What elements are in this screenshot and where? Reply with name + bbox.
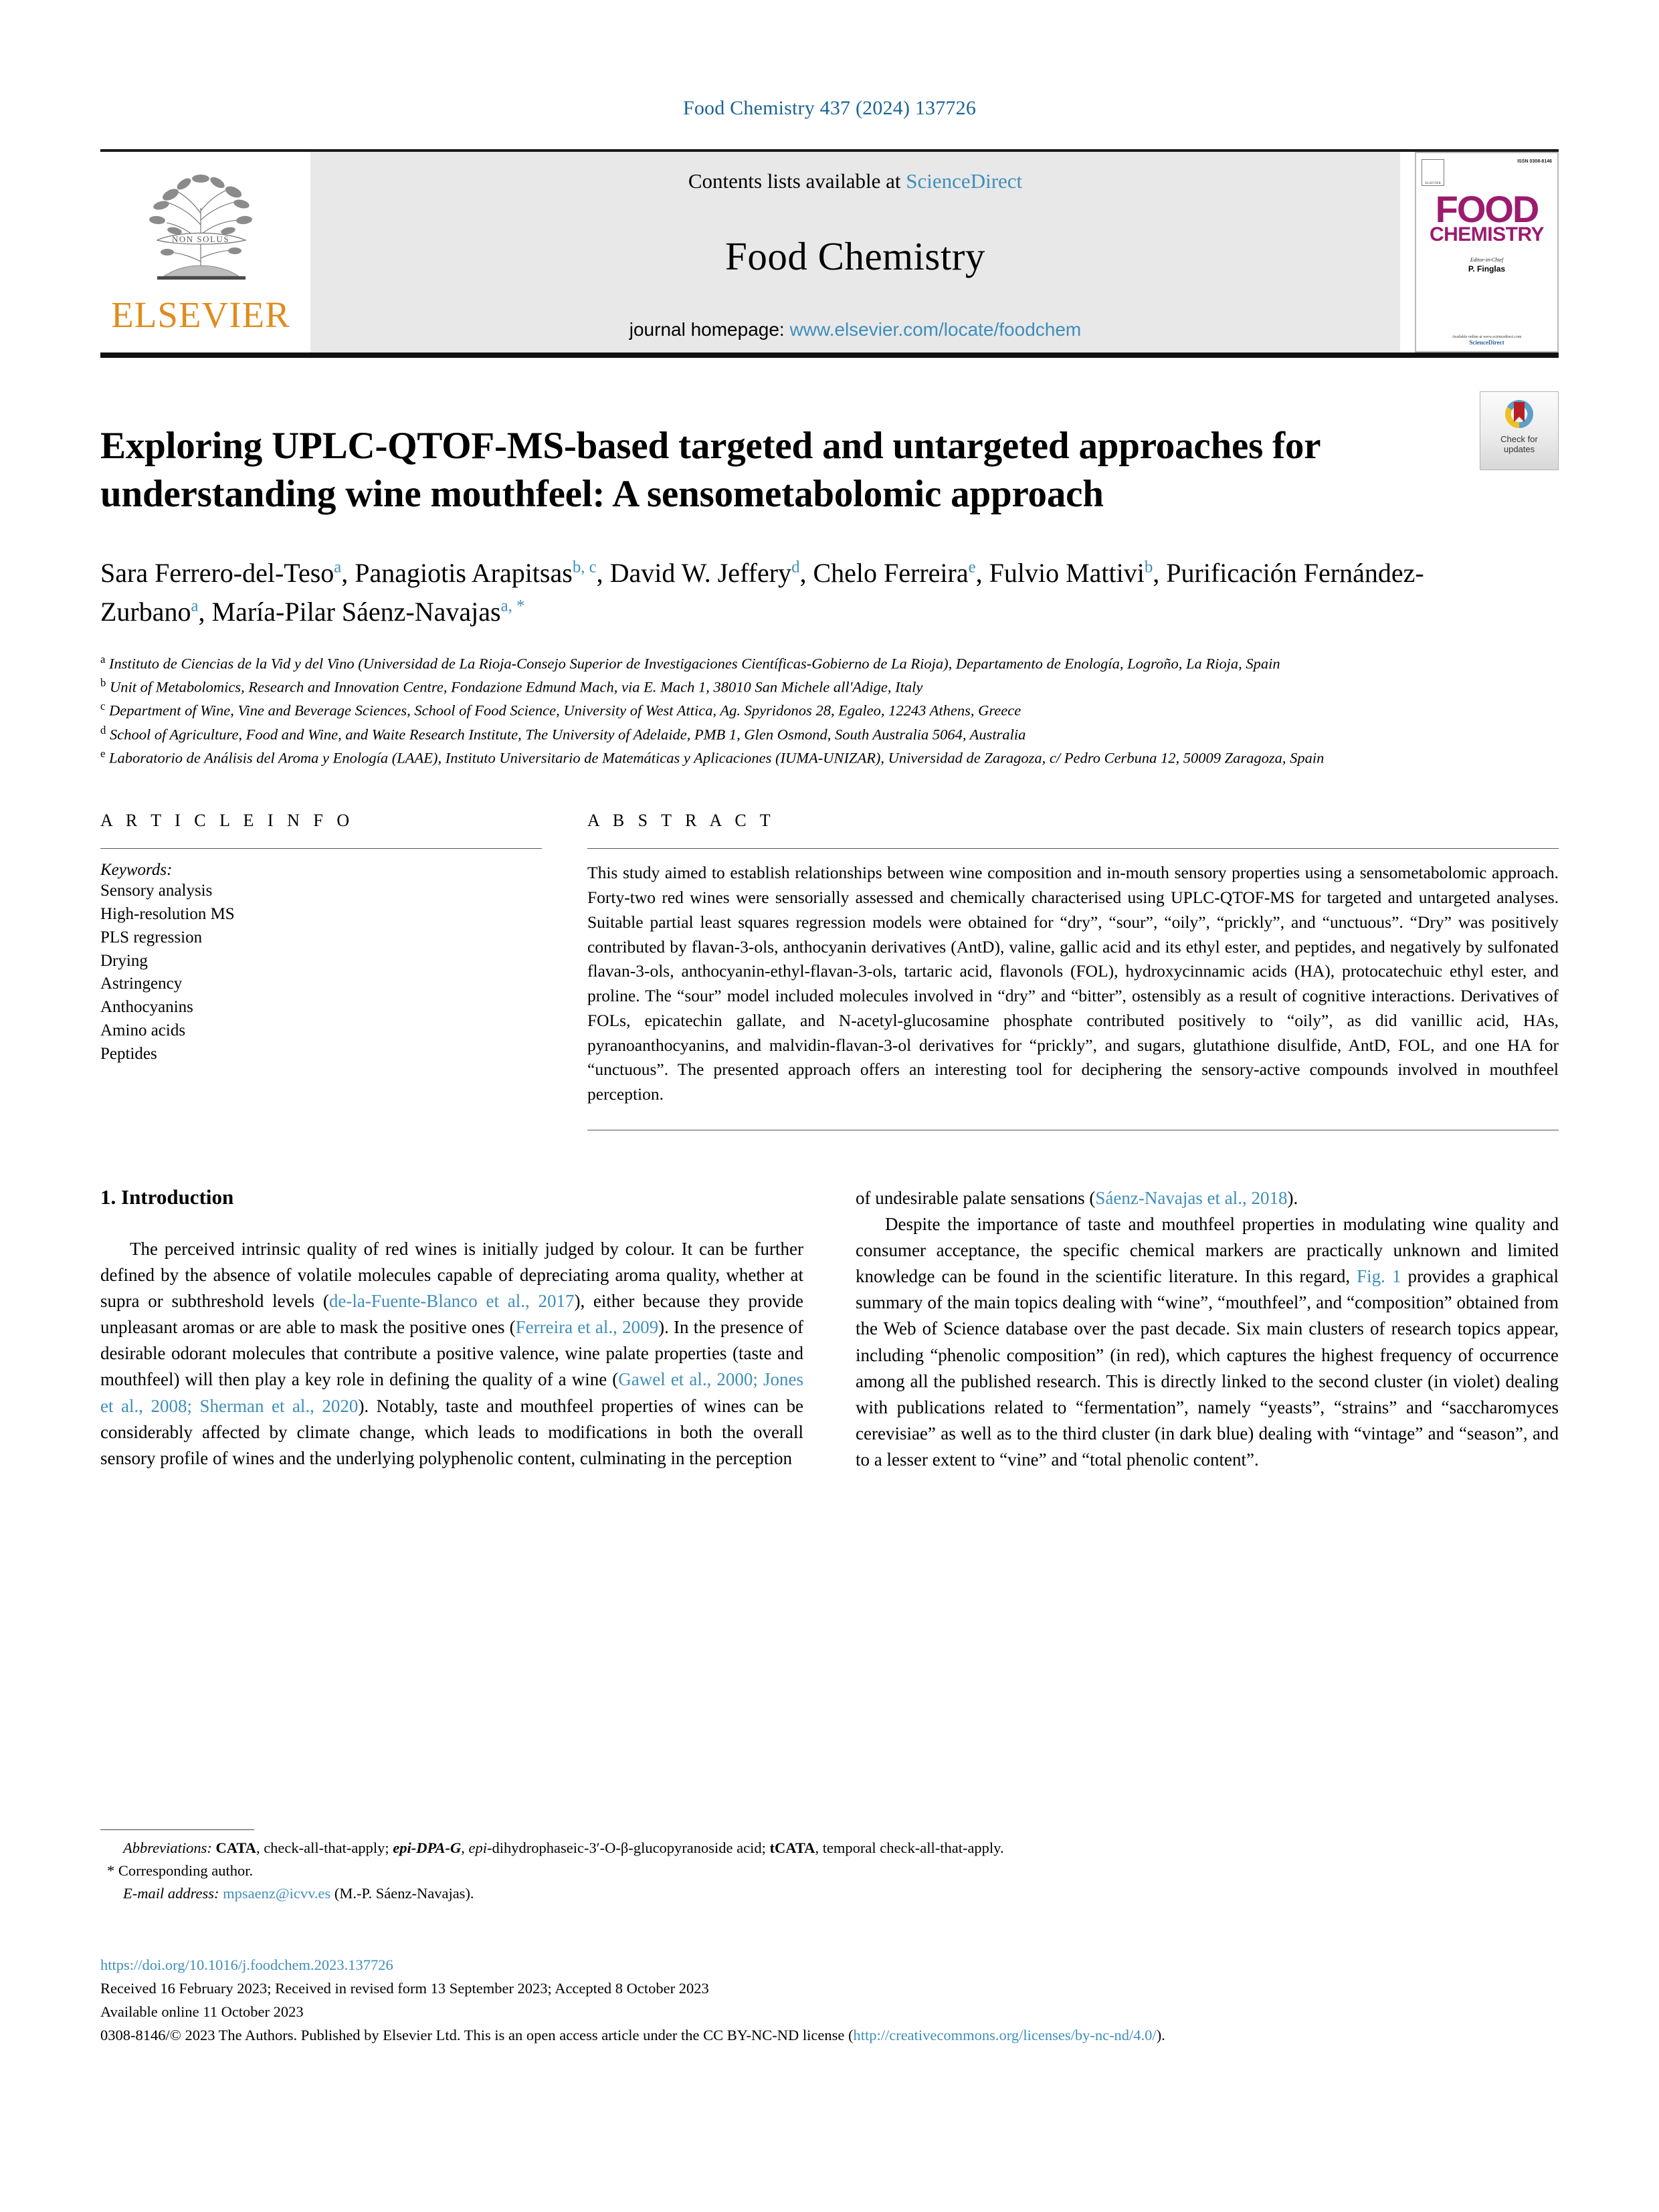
- cover-elsevier-label: ELSEVIER: [1425, 182, 1441, 185]
- copyright-text-b: ).: [1156, 2027, 1165, 2044]
- page-title: Exploring UPLC-QTOF-MS-based targeted and untargeted approaches for understanding wine mouthfeel: A sensometabolomic approach: [100, 425, 1321, 516]
- cover-available-line: Available online at www.sciencedirect.com: [1452, 335, 1522, 339]
- abbreviations-label: Abbreviations:: [123, 1839, 212, 1856]
- affiliation-item: [100, 675, 1559, 698]
- intro-text-c: ). In the presence of desirable odorant molecules that contribute a positive valence, wine palate properties (taste and mouthfeel) will then play a key role in defining the quality of a wine (: [100, 1317, 803, 1390]
- cover-top-row: [1422, 159, 1552, 186]
- author-name: Sara Ferrero-del-Teso: [100, 557, 334, 588]
- keyword-item: Drying: [100, 951, 148, 970]
- footnote-rule: [100, 1829, 254, 1830]
- body-column-left: [100, 1185, 803, 1474]
- abbrev-cata: CATA: [215, 1839, 256, 1856]
- author-name: Fulvio Mattivi: [989, 557, 1145, 588]
- keyword-item: Amino acids: [100, 1021, 186, 1039]
- author-affil-mark[interactable]: d: [791, 558, 800, 577]
- sciencedirect-link[interactable]: ScienceDirect: [906, 169, 1023, 193]
- cover-title-chemistry: CHEMISTRY: [1429, 223, 1545, 245]
- masthead-bottom-rule: [100, 353, 1559, 358]
- masthead-center-panel: [310, 152, 1400, 353]
- copyright-text-a: 0308-8146/© 2023 The Authors. Published by Elsevier Ltd. This is an open access article under the CC BY-NC-ND license (: [100, 2027, 854, 2044]
- keyword-item: Peptides: [100, 1044, 157, 1063]
- asterisk-icon: *: [107, 1862, 115, 1880]
- abbrev-tcata: tCATA: [769, 1839, 815, 1856]
- doi-line: [100, 1953, 1559, 1977]
- abbrev-tcata-def: , temporal check-all-that-apply.: [815, 1839, 1004, 1856]
- elsevier-logo: [100, 152, 301, 353]
- keyword-item: Astringency: [100, 975, 183, 993]
- affiliation-text: Unit of Metabolomics, Research and Innovation Centre, Fondazione Edmund Mach, via E. Mach 1, 38010 San Michele all'Adige, Italy: [109, 678, 923, 696]
- crossmark-label: [1500, 435, 1538, 454]
- author-item: [813, 558, 989, 588]
- affiliation-text: Instituto de Ciencias de la Vid y del Vino (Universidad de La Rioja-Consejo Superior de Investigaciones Científicas-Gobierno de La Rioja), Departamento de Enología, Logroño, La Rioja, Spain: [109, 655, 1280, 672]
- author-sep: ,: [799, 557, 813, 588]
- author-name: Panagiotis Arapitsas: [355, 557, 573, 588]
- affiliation-mark: b: [100, 676, 106, 690]
- email-label: E-mail address:: [123, 1885, 219, 1902]
- received-line: Received 16 February 2023; Received in revised form 13 September 2023; Accepted 8 October 2023: [100, 1980, 709, 1997]
- keywords-list: [100, 880, 542, 1066]
- keyword-item: High-resolution MS: [100, 905, 235, 924]
- affiliation-item: [100, 698, 1559, 722]
- affiliation-item: [100, 722, 1559, 746]
- author-affil-mark[interactable]: b, c: [572, 558, 597, 577]
- title-block: [100, 422, 1559, 769]
- author-name: David W. Jeffery: [609, 557, 792, 588]
- intro-text-d: ). Notably, taste and mouthfeel properties of wines can be considerably affected by climate change, which leads to modifications in both the overall sensory profile of wines and the underlying polyphenolic content, culminating in the perception: [100, 1395, 803, 1468]
- body-column-right: [856, 1185, 1559, 1474]
- affiliation-text: Laboratorio de Análisis del Aroma y Enología (LAAE), Instituto Universitario de Matemáticas y Aplicaciones (IUMA-UNIZAR), Universidad de Zaragoza, c/ Pedro Cerbuna 12, 50009 Zaragoza, Spain: [109, 749, 1325, 767]
- keywords-label: Keywords:: [100, 861, 173, 880]
- license-link[interactable]: http://creativecommons.org/licenses/by-nc-nd/4.0/: [853, 2027, 1157, 2044]
- article-info-abstract-section: [100, 811, 1559, 1130]
- author-name: Chelo Ferreira: [813, 557, 969, 588]
- keyword-item: Anthocyanins: [100, 998, 193, 1017]
- author-affil-mark[interactable]: a, *: [500, 597, 525, 615]
- body-columns: [100, 1185, 1559, 1474]
- cover-sciencedirect-label: ScienceDirect: [1469, 339, 1504, 346]
- author-item: [355, 558, 609, 588]
- affiliation-mark: a: [100, 652, 106, 666]
- author-affil-mark[interactable]: a: [334, 558, 342, 577]
- affiliation-mark: c: [100, 700, 106, 713]
- cover-issn: ISSN 0308-8146: [1517, 159, 1552, 164]
- journal-homepage-line: [629, 319, 1081, 340]
- article-info-heading: A R T I C L E I N F O: [100, 811, 355, 831]
- section-number: 1.: [100, 1185, 116, 1209]
- cover-editor-name: P. Finglas: [1468, 264, 1506, 274]
- copyright-line: [100, 2023, 1559, 2047]
- corresponding-author-footnote: [100, 1859, 1559, 1882]
- author-affil-mark[interactable]: e: [968, 558, 976, 577]
- intro-text-b: ), either because they provide unpleasant aromas or are able to mask the positive ones (: [100, 1290, 803, 1338]
- author-sep: ,: [341, 557, 355, 588]
- citation-link[interactable]: Sáenz-Navajas et al., 2018: [1095, 1187, 1288, 1208]
- journal-homepage-link[interactable]: www.elsevier.com/locate/foodchem: [789, 319, 1082, 340]
- section-heading-introduction: [100, 1185, 803, 1209]
- article-info-column: [100, 811, 542, 1130]
- citation-link[interactable]: Gawel et al., 2000; Jones et al., 2008; Sherman et al., 2020: [100, 1369, 804, 1416]
- intro-paragraph-2: [856, 1211, 1559, 1473]
- affiliation-text: School of Agriculture, Food and Wine, and Waite Research Institute, The University of Adelaide, PMB 1, Glen Osmond, South Australia 5064, Australia: [109, 726, 1026, 743]
- crossmark-line2: updates: [1503, 443, 1535, 454]
- affiliation-mark: e: [100, 747, 106, 761]
- abbrev-epi: epi-DPA-G: [393, 1839, 462, 1856]
- keyword-item: PLS regression: [100, 928, 203, 946]
- citation-link[interactable]: Ferreira et al., 2009: [515, 1317, 659, 1338]
- affiliation-item: [100, 651, 1559, 675]
- available-online-line: Available online 11 October 2023: [100, 2003, 304, 2021]
- author-list: [100, 554, 1452, 631]
- journal-title: Food Chemistry: [725, 233, 985, 278]
- figure-link[interactable]: Fig. 1: [1357, 1266, 1401, 1287]
- contents-available-line: [688, 169, 1022, 193]
- crossmark-check-for-updates-badge[interactable]: [1480, 391, 1559, 470]
- doi-link[interactable]: https://doi.org/10.1016/j.foodchem.2023.137726: [100, 1956, 393, 1973]
- affiliation-mark: d: [100, 723, 106, 736]
- journal-cover-thumbnail: [1415, 152, 1559, 353]
- elsevier-tree-icon: [137, 161, 264, 295]
- intro-paragraph-1: [100, 1236, 803, 1472]
- intro-right-text-b: ).: [1287, 1187, 1298, 1208]
- crossmark-line1: Check for: [1500, 434, 1538, 444]
- author-item: [989, 558, 1167, 588]
- abstract-column: [587, 811, 1559, 1130]
- footer-block: [100, 1953, 1559, 2047]
- author-affil-mark[interactable]: b: [1144, 558, 1153, 577]
- section-title: Introduction: [121, 1185, 234, 1209]
- abbreviations-footnote: Abbreviations: CATA, check-all-that-apply; epi-DPA-G, epi-dihydrophaseic-3′-O-β-glucopyranoside acid; tCATA, temporal check-all-that-apply.: [123, 1839, 1004, 1856]
- author-sep: ,: [1153, 557, 1167, 588]
- author-sep: ,: [596, 557, 610, 588]
- abstract-rule-top: [587, 848, 1559, 849]
- intro-text-a: The perceived intrinsic quality of red wines is initially judged by colour. It can be further defined by the absence of volatile molecules capable of depreciating aroma quality, whether at supra or subthreshold levels (: [100, 1238, 803, 1311]
- running-head: Food Chemistry 437 (2024) 137726: [682, 97, 977, 119]
- abbrev-epi-def: -dihydrophaseic-3′-O-β-glucopyranoside acid;: [487, 1839, 770, 1856]
- crossmark-icon: [1499, 397, 1539, 432]
- author-name: María-Pilar Sáenz-Navajas: [211, 596, 501, 627]
- abbrev-cata-def: , check-all-that-apply;: [256, 1839, 393, 1856]
- journal-masthead: [100, 149, 1559, 353]
- author-name: Purificación Fernández-Zurbano: [100, 557, 1424, 627]
- affiliation-text: Department of Wine, Vine and Beverage Sciences, School of Food Science, University of West Attica, Ag. Spyridonos 28, Egaleo, 12243 Athens, Greece: [109, 702, 1021, 719]
- intro-right-text-d: provides a graphical summary of the main topics dealing with “wine”, “mouthfeel”, and “composition” obtained from the Web of Science database over the past decade. Six main clusters of research topics appear, including “phenolic composition” (in red), which captures the highest frequency of occurrence among all the published research. This is directly linked to the second cluster (in violet) dealing with publications related to “fermentation”, namely “yeasts”, “strains” and “saccharomyces cerevisiae” as well as to the third cluster (in dark blue) dealing with “vintage” and “season”, and to a lesser extent to “vine” and “total phenolic content”.: [856, 1266, 1559, 1470]
- author-item: [100, 558, 355, 588]
- intro-right-text-c: Despite the importance of taste and mouthfeel properties in modulating wine quality and consumer acceptance, the specific chemical markers are practically unknown and limited knowledge can be found in the scientific literature. In this regard,: [856, 1213, 1559, 1287]
- email-footnote: [100, 1882, 1559, 1905]
- cover-title-food: FOOD: [1435, 188, 1539, 230]
- cover-footer: [1416, 335, 1557, 346]
- author-sep: ,: [975, 557, 989, 588]
- corresponding-author-text: Corresponding author.: [118, 1862, 254, 1880]
- cover-elsevier-icon: [1422, 159, 1444, 186]
- email-link[interactable]: mpsaenz@icvv.es: [223, 1885, 331, 1902]
- keyword-item: Sensory analysis: [100, 882, 213, 900]
- email-owner: (M.-P. Sáenz-Navajas).: [334, 1885, 474, 1902]
- logo-motto-text: NON SOLUS: [171, 234, 230, 244]
- author-sep: ,: [198, 596, 212, 627]
- contents-prefix: Contents lists available at: [688, 169, 906, 193]
- intro-paragraph-1-cont: [856, 1185, 1559, 1211]
- abstract-heading: A B S T R A C T: [587, 811, 775, 831]
- abstract-text: This study aimed to establish relationships between wine composition and in-mouth sensory properties using a sensometabolomic approach. Forty-two red wines were sensorially assessed and chemically characterised using UPLC-QTOF-MS for targeted and untargeted analyses. Suitable partial least squares regression models were obtained for “dry”, “sour”, “oily”, “prickly”, and “unctuous”. “Dry” was positively contributed by flavan-3-ols, anthocyanin derivatives (AntD), valine, gallic acid and its ethyl ester, and peptides, and negatively by sulfonated flavan-3-ols, anthocyanin-ethyl-flavan-3-ols, tartaric acid, flavonols (FOL), hydroxycinnamic acids (HA), protocatechuic ethyl ester, and proline. The “sour” model included molecules involved in “dry” and “bitter”, ostensibly as a result of cognitive interactions. Derivatives of FOLs, epicatechin gallate, and N-acetyl-glucosamine phosphate contributed positively to “oily”, as did vanillic acid, HAs, pyranoanthocyanins, and malvidin-flavan-3-ol derivatives for “prickly”, and sugars, glutathione disulfide, AntD, FOL, and one HA for “unctuous”. The presented approach offers an interesting tool for deciphering the sensory-active compounds involved in mouthfeel perception.: [587, 863, 1559, 1104]
- elsevier-wordmark: ELSEVIER: [111, 294, 290, 335]
- affiliation-item: [100, 746, 1559, 769]
- article-info-rule: [100, 848, 542, 849]
- citation-link[interactable]: de-la-Fuente-Blanco et al., 2017: [328, 1290, 575, 1311]
- homepage-prefix: journal homepage:: [629, 319, 790, 340]
- abbrev-epi-italic: epi: [468, 1839, 488, 1856]
- intro-right-text-a: of undesirable palate sensations (: [856, 1187, 1096, 1208]
- cover-editor-label: Editor-in-Chief: [1470, 256, 1504, 263]
- author-item: [212, 597, 525, 627]
- author-item: [610, 558, 813, 588]
- affiliation-list: [100, 651, 1559, 770]
- footnotes-block: [100, 1829, 1559, 1906]
- author-affil-mark[interactable]: a: [191, 597, 199, 615]
